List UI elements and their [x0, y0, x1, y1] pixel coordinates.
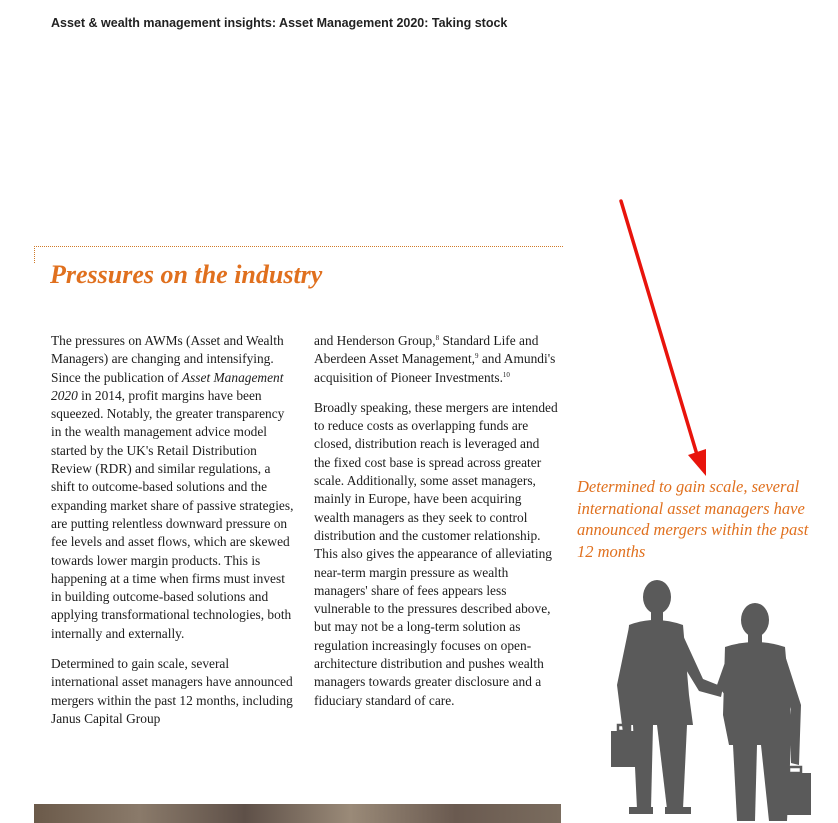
footnote-ref-8[interactable]: 8: [435, 334, 440, 342]
section-title: Pressures on the industry: [50, 260, 323, 289]
right-paragraph-1: [314, 332, 559, 387]
right-paragraph-2: Broadly speaking, these mergers are intended to reduce costs as overlapping funds are closed, distribution reach is leveraged and the fixed cost base is spread across greater scale. Additionally, some asset managers, mainly in Europe, have been acquiring wealth managers as they seek to control distribution and the customer relationship. This also gives the appearance of alleviating near-term margin pressure as wealth managers' share of fees appears less vulnerable to the pressures described above, but may not be a long-term solution as regulation increasingly focuses on open-architecture distribution and pushes wealth managers towards greater disclosure and a fiduciary standard of care.: [314, 399, 558, 708]
right-p1-text-b: Standard Life and Aberdeen Asset Management,: [314, 333, 539, 367]
footnote-ref-10[interactable]: 10: [502, 370, 510, 379]
right-column: [314, 332, 559, 722]
left-p1-text-b: in 2014, profit margins have been squeezed. Notably, the greater transparency in the wealth management advice model started by the UK's Retail Distribution Review (RDR) and similar regulations, a shift to outcome-based solutions and the expanding market share of passive strategies, are putting relentless downward pressure on fee levels and asset flows, which are skewed towards lower margin products. This is happening at a time when firms must invest in building outcome-based solutions and applying transformational technologies, both internally and externally.: [51, 387, 294, 641]
left-column: [51, 332, 296, 740]
left-p1-text-a: The pressures on AWMs (Asset and Wealth Managers) are changing and intensifying. Since the publication of: [51, 333, 284, 385]
left-paragraph-1: [51, 332, 296, 643]
publication-title: Asset Management 2020: [51, 369, 284, 403]
left-paragraph-2: Determined to gain scale, several international asset managers have announced mergers within the past 12 months, including Janus Capital Group: [51, 656, 293, 726]
red-arrow-icon: [600, 190, 720, 480]
pull-quote: Determined to gain scale, several international asset managers have announced mergers within the past 12 months: [577, 477, 809, 561]
right-p1-text-a: and Henderson Group,: [314, 333, 436, 348]
businessmen-handshake-icon: [605, 575, 815, 823]
crowd-photo-strip: [34, 804, 561, 823]
right-p1-text-c: and Amundi's acquisition of Pioneer Investments.: [314, 351, 556, 385]
document-header: Asset & wealth management insights: Asset Management 2020: Taking stock: [51, 16, 508, 30]
footnote-ref-9[interactable]: 9: [475, 352, 479, 361]
